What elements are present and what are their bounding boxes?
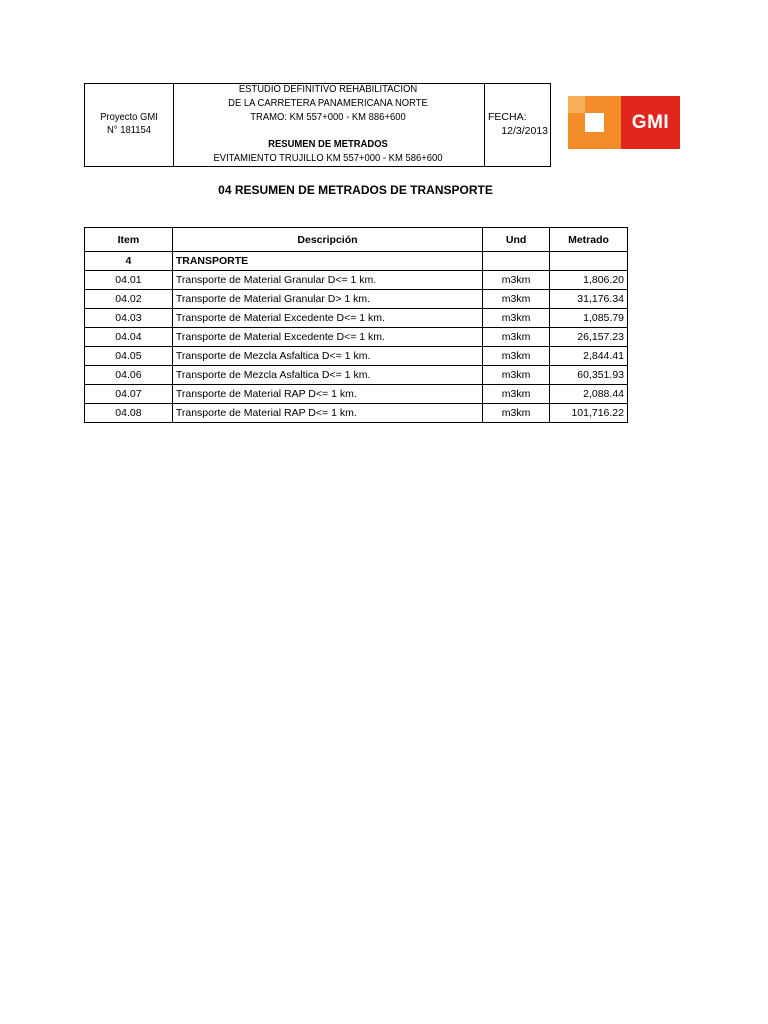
row-item: 04.07 — [85, 385, 173, 404]
project-number: N° 181154 — [106, 124, 152, 136]
row-item: 04.05 — [85, 347, 173, 366]
section-title: 04 RESUMEN DE METRADOS DE TRANSPORTE — [218, 183, 493, 197]
table-row — [85, 404, 628, 423]
row-metrado: 26,157.23 — [550, 328, 628, 347]
table-row — [85, 328, 628, 347]
table-row — [85, 309, 628, 328]
section-item: 4 — [85, 252, 173, 271]
summary-title: RESUMEN DE METRADOS — [268, 138, 388, 150]
table-row — [85, 385, 628, 404]
row-description: Transporte de Material Excedente D<= 1 km. — [172, 328, 482, 347]
row-metrado: 1,806.20 — [550, 271, 628, 290]
row-unit: m3km — [483, 347, 550, 366]
row-metrado: 60,351.93 — [550, 366, 628, 385]
study-title-line1: ESTUDIO DEFINITIVO REHABILITACION — [238, 83, 418, 95]
table-row — [85, 366, 628, 385]
row-item: 04.08 — [85, 404, 173, 423]
study-subtitle: EVITAMIENTO TRUJILLO KM 557+000 - KM 586+600 — [213, 152, 443, 164]
row-unit: m3km — [483, 385, 550, 404]
header-unit: Und — [483, 228, 550, 252]
logo-corner — [568, 96, 585, 113]
table-row — [85, 271, 628, 290]
gmi-logo — [568, 96, 680, 149]
project-cell — [85, 84, 174, 166]
logo-square-icon — [568, 96, 621, 149]
row-description: Transporte de Mezcla Asfaltica D<= 1 km. — [172, 347, 482, 366]
row-description: Transporte de Material RAP D<= 1 km. — [172, 404, 482, 423]
row-unit: m3km — [483, 309, 550, 328]
row-unit: m3km — [483, 290, 550, 309]
section-row — [85, 252, 628, 271]
row-item: 04.04 — [85, 328, 173, 347]
document-header — [84, 83, 551, 167]
metrados-table — [84, 227, 628, 423]
row-metrado: 2,844.41 — [550, 347, 628, 366]
row-metrado: 101,716.22 — [550, 404, 628, 423]
row-unit: m3km — [483, 404, 550, 423]
table-header-row — [85, 228, 628, 252]
logo-text: GMI — [621, 96, 680, 149]
row-description: Transporte de Material Granular D<= 1 km. — [172, 271, 482, 290]
date-cell — [484, 84, 551, 166]
date-value: 12/3/2013 — [501, 125, 548, 137]
header-description: Descripción — [172, 228, 482, 252]
header-metrado: Metrado — [550, 228, 628, 252]
row-metrado: 31,176.34 — [550, 290, 628, 309]
section-description: TRANSPORTE — [172, 252, 482, 271]
project-name: Proyecto GMI — [100, 111, 158, 123]
row-description: Transporte de Mezcla Asfaltica D<= 1 km. — [172, 366, 482, 385]
section-metrado — [550, 252, 628, 271]
table-row — [85, 290, 628, 309]
row-item: 04.02 — [85, 290, 173, 309]
row-metrado: 1,085.79 — [550, 309, 628, 328]
row-description: Transporte de Material Granular D> 1 km. — [172, 290, 482, 309]
row-unit: m3km — [483, 328, 550, 347]
date-label: FECHA: — [488, 111, 527, 123]
row-unit: m3km — [483, 271, 550, 290]
row-description: Transporte de Material RAP D<= 1 km. — [172, 385, 482, 404]
table-row — [85, 347, 628, 366]
logo-center — [585, 113, 604, 132]
header-item: Item — [85, 228, 173, 252]
row-item: 04.01 — [85, 271, 173, 290]
row-item: 04.03 — [85, 309, 173, 328]
row-description: Transporte de Material Excedente D<= 1 km. — [172, 309, 482, 328]
study-tramo: TRAMO: KM 557+000 - KM 886+600 — [250, 111, 406, 123]
row-metrado: 2,088.44 — [550, 385, 628, 404]
study-title-line2: DE LA CARRETERA PANAMERICANA NORTE — [228, 97, 428, 109]
section-unit — [483, 252, 550, 271]
row-unit: m3km — [483, 366, 550, 385]
row-item: 04.06 — [85, 366, 173, 385]
